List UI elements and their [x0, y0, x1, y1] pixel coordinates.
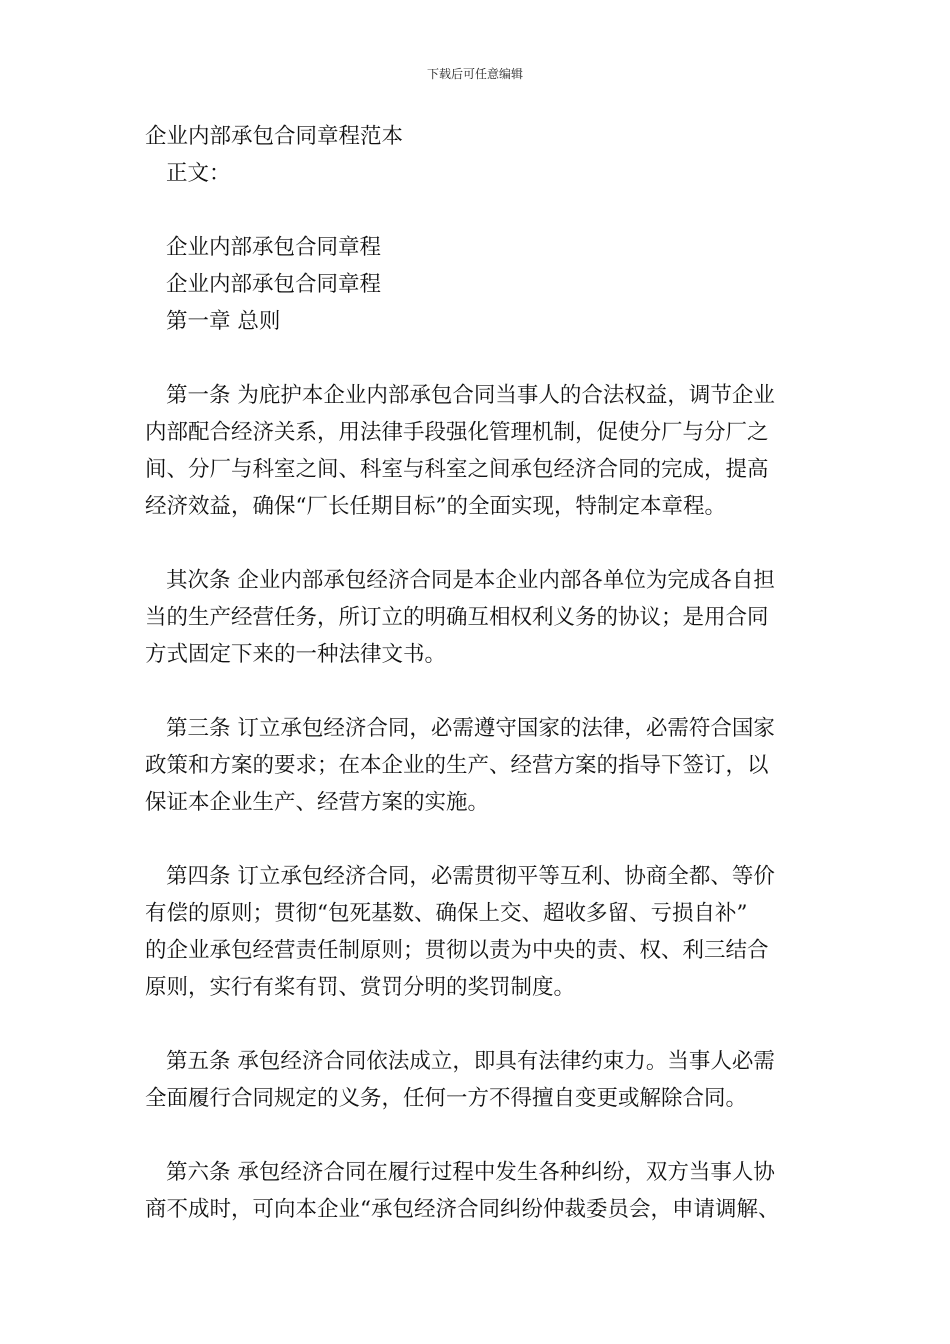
article-5 — [145, 1043, 825, 1117]
article-1 — [145, 377, 825, 525]
body-label: 正文： — [166, 161, 231, 186]
article-line: 商不成时，可向本企业“承包经济合同纠纷仲裁委员会，申请调解、 — [145, 1197, 780, 1222]
article-line: 保证本企业生产、经营方案的实施。 — [145, 790, 490, 815]
article-4 — [145, 858, 825, 1006]
article-line: 有偿的原则；贯彻“包死基数、确保上交、超收多留、亏损自补” — [145, 901, 748, 926]
spacer — [145, 1006, 825, 1043]
article-line: 间、分厂与科室之间、科室与科室之间承包经济合同的完成，提高 — [145, 457, 769, 482]
article-line: 第五条 承包经济合同依法成立，即具有法律约束力。当事人必需 — [166, 1049, 775, 1074]
article-line: 原则，实行有桨有罚、赏罚分明的奖罚制度。 — [145, 975, 576, 1000]
heading-1: 企业内部承包合同章程 — [166, 235, 382, 260]
article-line: 其次条 企业内部承包经济合同是本企业内部各单位为完成各自担 — [166, 568, 775, 593]
article-line: 第四条 订立承包经济合同，必需贯彻平等互利、协商全都、等价 — [166, 864, 775, 889]
article-line: 全面履行合同规定的义务，任何一方不得擅自变更或解除合同。 — [145, 1086, 748, 1111]
spacer — [145, 192, 825, 229]
article-6 — [145, 1154, 825, 1228]
heading-2: 企业内部承包合同章程 — [166, 272, 382, 297]
spacer — [145, 821, 825, 858]
article-line: 当的生产经营任务，所订立的明确互相权利义务的协议；是用合同 — [145, 605, 769, 630]
spacer — [145, 525, 825, 562]
spacer — [145, 340, 825, 377]
article-line: 第三条 订立承包经济合同，必需遵守国家的法律，必需符合国家 — [166, 716, 775, 741]
article-2 — [145, 562, 825, 673]
chapter-heading: 第一章 总则 — [166, 309, 281, 334]
article-line: 经济效益，确保“厂长任期目标”的全面实现，特制定本章程。 — [145, 494, 726, 519]
spacer — [145, 673, 825, 710]
article-line: 第一条 为庇护本企业内部承包合同当事人的合法权益，调节企业 — [166, 383, 775, 408]
header-note: 下载后可任意编辑 — [426, 67, 523, 81]
document-title: 企业内部承包合同章程范本 — [145, 124, 404, 149]
article-line: 方式固定下来的一种法律文书。 — [145, 642, 447, 667]
article-line: 政策和方案的要求；在本企业的生产、经营方案的指导下签订，以 — [145, 753, 769, 778]
article-line: 内部配合经济关系，用法律手段强化管理机制，促使分厂与分厂之 — [145, 420, 769, 445]
article-line: 第六条 承包经济合同在履行过程中发生各种纠纷，双方当事人协 — [166, 1160, 775, 1185]
article-3 — [145, 710, 825, 821]
spacer — [145, 1117, 825, 1154]
article-line: 的企业承包经营责任制原则；贯彻以责为中央的责、权、利三结合 — [145, 938, 769, 963]
document-body — [145, 118, 825, 1228]
